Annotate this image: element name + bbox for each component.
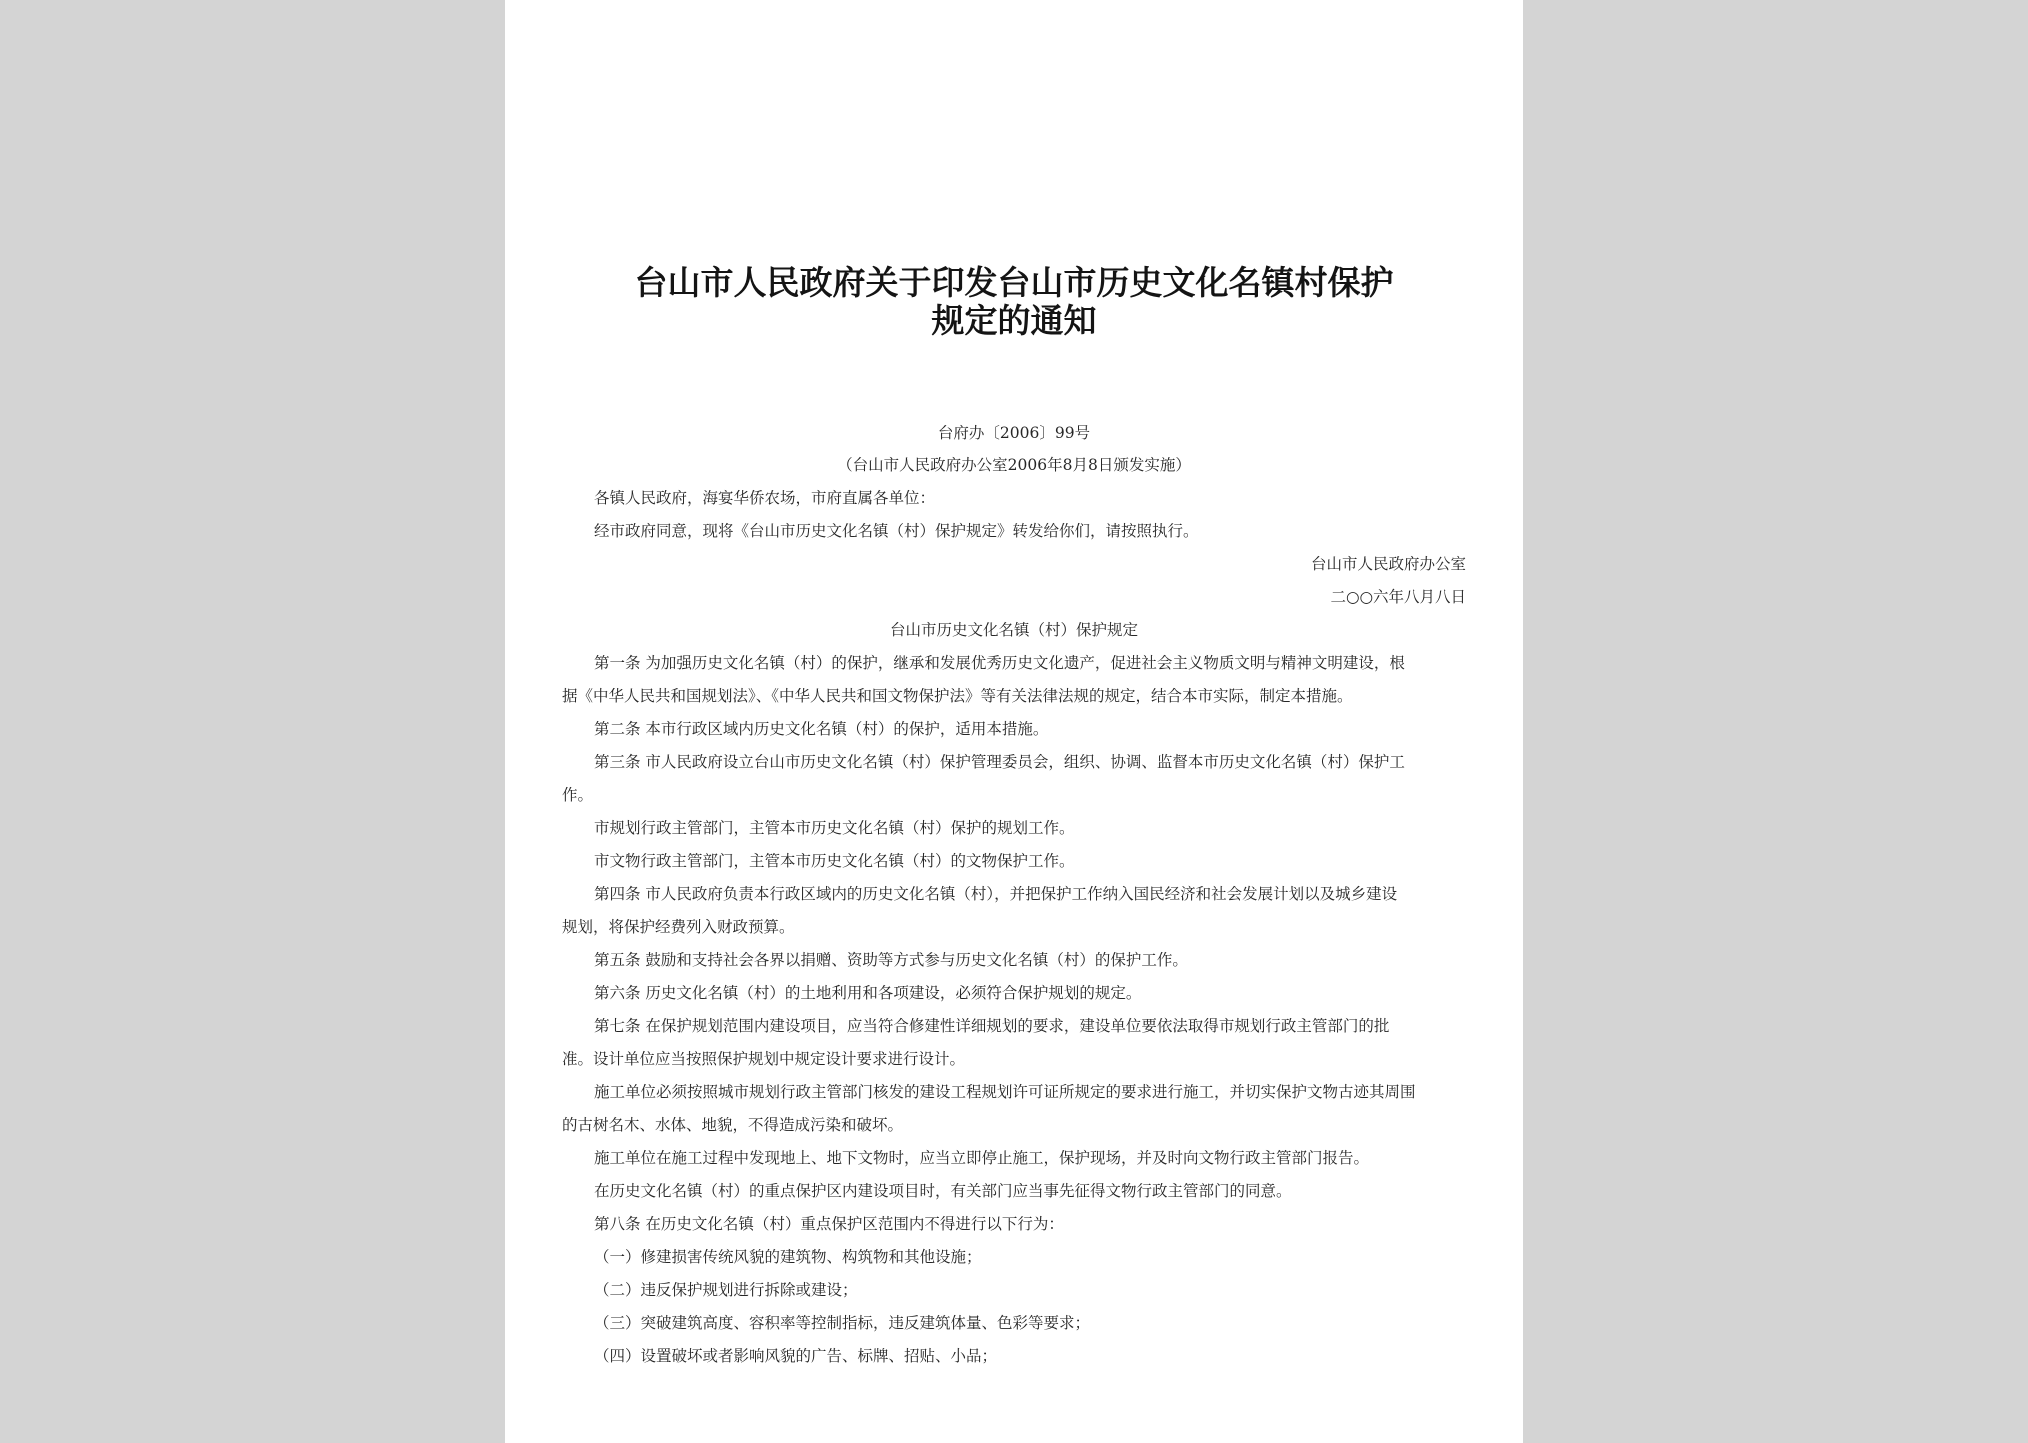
issue-info: （台山市人民政府办公室2006年8月8日颁发实施） (837, 456, 1191, 474)
body-line: 市文物行政主管部门，主管本市历史文化名镇（村）的文物保护工作。 (594, 852, 1075, 870)
body-line: 作。 (562, 786, 594, 804)
document-title-line-2: 规定的通知 (931, 301, 1097, 340)
body-line: （三）突破建筑高度、容积率等控制指标，违反建筑体量、色彩等要求； (594, 1314, 1091, 1332)
body-line: 第六条 历史文化名镇（村）的土地利用和各项建设，必须符合保护规划的规定。 (594, 984, 1142, 1002)
regulation-title: 台山市历史文化名镇（村）保护规定 (889, 621, 1138, 639)
body-line: 第四条 市人民政府负责本行政区域内的历史文化名镇（村），并把保护工作纳入国民经济和社会发展计划以及城乡建设 (594, 885, 1398, 903)
body-line: 第七条 在保护规划范围内建设项目，应当符合修建性详细规划的要求，建设单位要依法取得市规划行政主管部门的批 (594, 1017, 1390, 1035)
body-line: （四）设置破坏或者影响风貌的广告、标牌、招贴、小品； (594, 1347, 998, 1365)
body-line: 施工单位必须按照城市规划行政主管部门核发的建设工程规划许可证所规定的要求进行施工，并切实保护文物古迹其周围 (594, 1083, 1416, 1101)
body-line: 第八条 在历史文化名镇（村）重点保护区范围内不得进行以下行为： (594, 1215, 1064, 1233)
issue-date: 二○○六年八月八日 (1330, 588, 1466, 606)
body-line: 第三条 市人民政府设立台山市历史文化名镇（村）保护管理委员会，组织、协调、监督本市历史文化名镇（村）保护工 (594, 753, 1405, 771)
body-line: 施工单位在施工过程中发现地上、地下文物时，应当立即停止施工，保护现场，并及时向文物行政主管部门报告。 (594, 1149, 1370, 1167)
body-line: 的古树名木、水体、地貌，不得造成污染和破坏。 (562, 1116, 904, 1134)
body-line: 第一条 为加强历史文化名镇（村）的保护，继承和发展优秀历史文化遗产，促进社会主义物质文明与精神文明建设，根 (594, 654, 1405, 672)
issuer-signature: 台山市人民政府办公室 (1310, 555, 1466, 573)
addressee: 各镇人民政府，海宴华侨农场，市府直属各单位： (594, 489, 936, 507)
intro-paragraph: 经市政府同意，现将《台山市历史文化名镇（村）保护规定》转发给你们，请按照执行。 (594, 522, 1199, 540)
document-page (505, 0, 1523, 1443)
body-line: 第二条 本市行政区域内历史文化名镇（村）的保护，适用本措施。 (594, 720, 1049, 738)
body-line: 规划，将保护经费列入财政预算。 (562, 918, 795, 936)
body-line: （二）违反保护规划进行拆除或建设； (594, 1281, 858, 1299)
body-line: 准。设计单位应当按照保护规划中规定设计要求进行设计。 (562, 1050, 966, 1068)
body-line: 市规划行政主管部门，主管本市历史文化名镇（村）保护的规划工作。 (594, 819, 1075, 837)
document-number: 台府办〔2006〕99号 (937, 424, 1091, 442)
body-line: （一）修建损害传统风貌的建筑物、构筑物和其他设施； (594, 1248, 982, 1266)
body-line: 第五条 鼓励和支持社会各界以捐赠、资助等方式参与历史文化名镇（村）的保护工作。 (594, 951, 1188, 969)
body-line: 据《中华人民共和国规划法》、《中华人民共和国文物保护法》等有关法律法规的规定，结合本市实际，制定本措施。 (562, 687, 1353, 705)
document-title-line-1: 台山市人民政府关于印发台山市历史文化名镇村保护 (634, 263, 1394, 302)
body-line: 在历史文化名镇（村）的重点保护区内建设项目时，有关部门应当事先征得文物行政主管部门的同意。 (594, 1182, 1292, 1200)
